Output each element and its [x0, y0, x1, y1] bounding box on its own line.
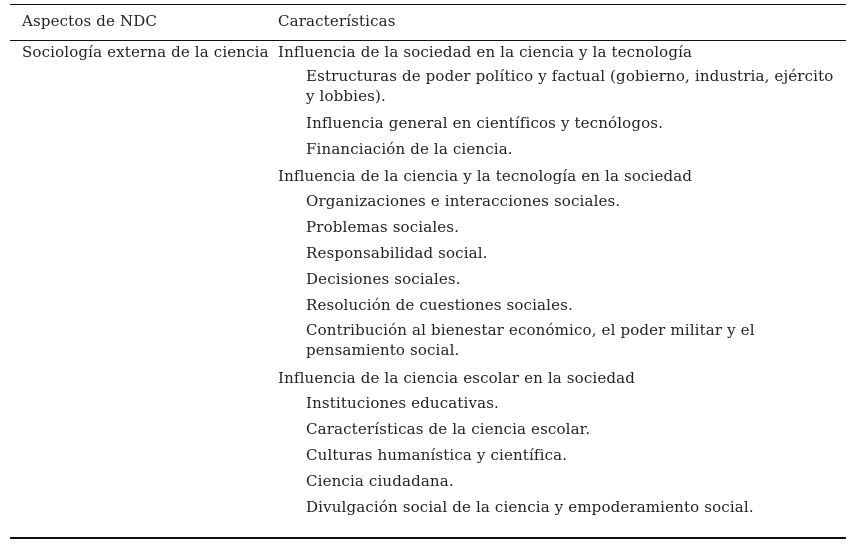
group-school-science-on-society	[278, 366, 844, 518]
aspect-cell: Sociología externa de la ciencia	[22, 43, 269, 61]
list-item: Influencia general en científicos y tecnólogos.	[306, 114, 664, 132]
list-item: Ciencia ciudadana.	[306, 472, 454, 490]
characteristics-cell	[278, 40, 844, 522]
group-title: Influencia de la ciencia y la tecnología en la sociedad	[278, 167, 693, 185]
list-item: Contribución al bienestar económico, el poder militar y el pensamiento social.	[306, 321, 755, 359]
list-item: Culturas humanística y científica.	[306, 446, 568, 464]
bottom-rule	[10, 537, 846, 539]
group-items	[278, 190, 844, 360]
list-item: Organizaciones e interacciones sociales.	[306, 192, 621, 210]
list-item: Características de la ciencia escolar.	[306, 420, 591, 438]
group-science-on-society	[278, 164, 844, 360]
group-items	[278, 66, 844, 160]
list-item: Problemas sociales.	[306, 218, 460, 236]
list-item: Estructuras de poder político y factual (gobierno, industria, ejército y lobbies).	[306, 67, 834, 105]
list-item: Resolución de cuestiones sociales.	[306, 296, 573, 314]
list-item: Decisiones sociales.	[306, 270, 461, 288]
group-items	[278, 392, 844, 518]
header-aspect: Aspectos de NDC	[22, 12, 158, 30]
group-title: Influencia de la ciencia escolar en la sociedad	[278, 369, 635, 387]
group-title: Influencia de la sociedad en la ciencia y la tecnología	[278, 43, 693, 61]
group-society-on-science	[278, 40, 844, 160]
top-rule	[10, 4, 846, 5]
list-item: Financiación de la ciencia.	[306, 140, 513, 158]
header-characteristics: Características	[278, 12, 396, 30]
list-item: Instituciones educativas.	[306, 394, 499, 412]
list-item: Divulgación social de la ciencia y empoderamiento social.	[306, 498, 754, 516]
list-item: Responsabilidad social.	[306, 244, 488, 262]
